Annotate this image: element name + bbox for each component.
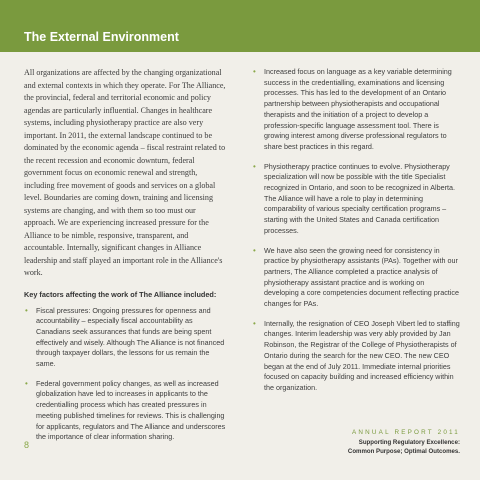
list-item-text: We have also seen the growing need for consistency in practice by physiotherapy assistants (PAs). Together with our partners, The Alliance completed a practice analysis of physiotherapy assistant practice and is working on developing a core competencies document reflecting practice changes for PAs. bbox=[264, 245, 459, 309]
report-title: ANNUAL REPORT 2011 bbox=[352, 429, 460, 436]
header-banner bbox=[0, 0, 480, 52]
list-item-text: Fiscal pressures: Ongoing pressures for openness and accountability – especially fiscal accountability as Canadians seek assurances that funds are being spent effectively and wisely. Although The Alliance is not financed through taxpayer dollars, the lessons for us remain the same. bbox=[36, 305, 225, 369]
list-item-text: Physiotherapy practice continues to evolve. Physiotherapy specialization will now be possible with the title Specialist recognized in Ontario, and soon to be recognized in Alberta. The Alliance will have a role to play in determining comparability of various specialty certification programs – starting with the United States and Canada certification processes. bbox=[264, 161, 455, 235]
list-item-text: Internally, the resignation of CEO Joseph Vibert led to staffing changes. Interim leadership was very ably provided by Jan Robinson, the Registrar of the College of Physiotherapists of Ontario during the search for the new CEO. The new CEO began at the end of July 2011. Immediate internal priorities focused on capacity building and increased efficiency within the organization. bbox=[264, 318, 460, 392]
bullet-icon: • bbox=[25, 305, 28, 315]
bullet-icon: • bbox=[253, 67, 256, 76]
list-item-text: Increased focus on language as a key variable determining success in the credentialling, examinations and licensing processes. This has led to the development of an Ontario partnership between physiotherapists and occupational therapists and the initiation of a project to develop a profession-specific language assessment tool. There is growing interest among diverse professional regulators to share best practices in this regard. bbox=[264, 67, 452, 151]
right-column bbox=[252, 67, 460, 403]
list-item bbox=[24, 379, 228, 443]
left-column bbox=[24, 67, 228, 452]
bullet-icon: • bbox=[253, 161, 256, 171]
list-item bbox=[252, 246, 460, 310]
report-footer bbox=[348, 429, 460, 456]
bullet-icon: • bbox=[25, 378, 28, 388]
bullet-icon: • bbox=[253, 318, 256, 328]
list-item-text: Federal government policy changes, as well as increased globalization have led to increases in applicants to the credentialling process which has created pressures in meeting published timelines for reviews. This is challenging for applicants, regulators and The Alliance and underscores the importance of clear information sharing. bbox=[36, 378, 226, 442]
left-bullet-list bbox=[24, 306, 228, 443]
report-subtitle-line2: Common Purpose; Optimal Outcomes. bbox=[347, 447, 460, 455]
list-item bbox=[252, 162, 460, 237]
report-subtitle-line1: Supporting Regulatory Excellence: bbox=[358, 439, 460, 446]
list-item bbox=[252, 67, 460, 153]
list-item bbox=[24, 306, 228, 370]
bullet-icon: • bbox=[253, 245, 256, 255]
factors-heading: Key factors affecting the work of The Alliance included: bbox=[24, 289, 217, 299]
page-title: The External Environment bbox=[24, 30, 179, 44]
list-item bbox=[252, 319, 460, 394]
intro-paragraph: All organizations are affected by the changing organizational and external contexts in which they operate. For The Alliance, the provincial, federal and territorial economic and policy agendas are particularly influential. Changes in healthcare systems, including physiotherapy practice are also very important. In 2011, the external landscape continued to be dominated by the economic agenda – fiscal restraint related to the recent recession and economic downturn, federal government focus on economic renewal and strength, including free movement of goods and services on a global level. Boundaries are coming down, training and licensing systems are changing, and with them so too must our approach. We are experiencing increased pressure for the Alliance to be nimble, responsive, transparent, and accountable. Internally, significant changes in Alliance leadership and staff played an important role in the Alliance's work. bbox=[24, 68, 226, 277]
right-bullet-list bbox=[252, 67, 460, 394]
page-number: 8 bbox=[24, 440, 30, 450]
